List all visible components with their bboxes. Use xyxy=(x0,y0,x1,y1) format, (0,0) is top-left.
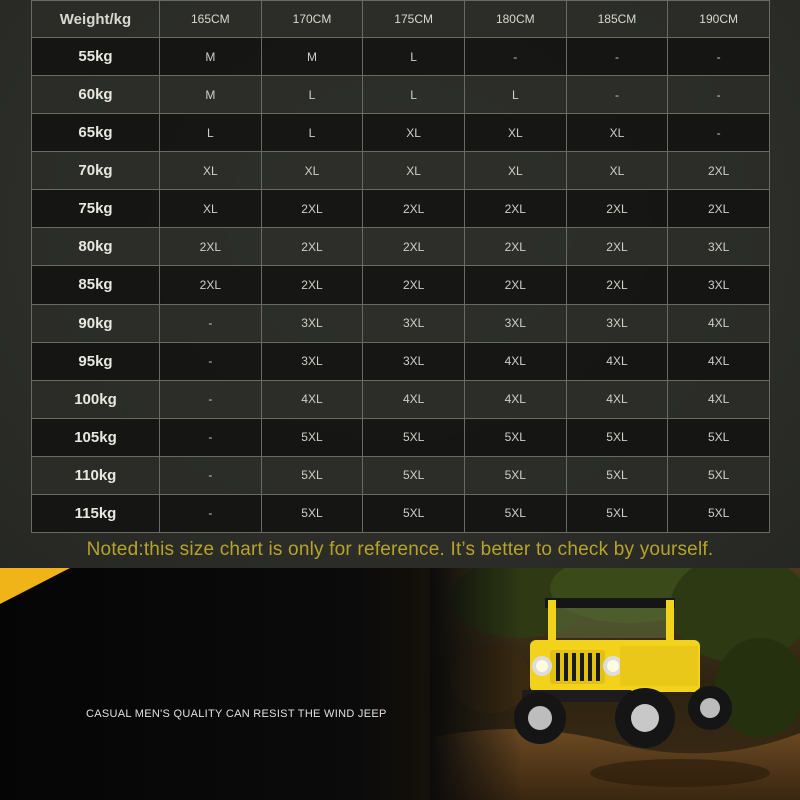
size-cell: 4XL xyxy=(668,380,770,418)
size-cell: 2XL xyxy=(261,190,363,228)
size-chart-table xyxy=(31,0,770,533)
size-cell: - xyxy=(464,38,566,76)
weight-cell: 95kg xyxy=(32,342,160,380)
size-cell: 5XL xyxy=(566,456,668,494)
size-cell: XL xyxy=(160,190,262,228)
size-cell: - xyxy=(160,380,262,418)
size-cell: 5XL xyxy=(363,494,465,532)
height-column-header: 170CM xyxy=(261,1,363,38)
size-cell: 5XL xyxy=(668,456,770,494)
table-row xyxy=(32,456,770,494)
table-row xyxy=(32,228,770,266)
size-cell: 3XL xyxy=(363,342,465,380)
size-cell: 5XL xyxy=(566,494,668,532)
size-cell: - xyxy=(160,456,262,494)
table-row xyxy=(32,418,770,456)
height-column-header: 185CM xyxy=(566,1,668,38)
size-cell: 2XL xyxy=(160,228,262,266)
size-cell: 3XL xyxy=(566,304,668,342)
weight-cell: 60kg xyxy=(32,76,160,114)
size-cell: 5XL xyxy=(668,418,770,456)
table-row xyxy=(32,266,770,304)
size-cell: - xyxy=(160,494,262,532)
size-cell: M xyxy=(160,76,262,114)
weight-column-header: Weight/kg xyxy=(32,1,160,38)
size-cell: 4XL xyxy=(464,380,566,418)
size-cell: L xyxy=(261,76,363,114)
size-cell: 3XL xyxy=(363,304,465,342)
size-cell: L xyxy=(363,76,465,114)
size-cell: 2XL xyxy=(363,190,465,228)
size-cell: XL xyxy=(566,114,668,152)
table-row xyxy=(32,380,770,418)
size-cell: 5XL xyxy=(261,418,363,456)
size-cell: XL xyxy=(363,114,465,152)
jeep-banner xyxy=(0,568,800,800)
banner-tagline: CASUAL MEN'S QUALITY CAN RESIST THE WIND JEEP xyxy=(86,708,387,720)
size-cell: XL xyxy=(464,152,566,190)
size-cell: XL xyxy=(363,152,465,190)
size-cell: - xyxy=(668,76,770,114)
size-cell: 4XL xyxy=(363,380,465,418)
table-row xyxy=(32,114,770,152)
size-cell: 2XL xyxy=(566,228,668,266)
table-header-row xyxy=(32,1,770,38)
size-cell: 2XL xyxy=(464,228,566,266)
size-cell: 2XL xyxy=(566,190,668,228)
size-cell: 3XL xyxy=(261,304,363,342)
table-row xyxy=(32,494,770,532)
size-cell: L xyxy=(363,38,465,76)
weight-cell: 105kg xyxy=(32,418,160,456)
size-cell: - xyxy=(668,114,770,152)
size-cell: 2XL xyxy=(261,228,363,266)
size-cell: L xyxy=(261,114,363,152)
size-cell: 2XL xyxy=(566,266,668,304)
size-cell: 2XL xyxy=(464,266,566,304)
weight-cell: 80kg xyxy=(32,228,160,266)
size-cell: XL xyxy=(566,152,668,190)
size-cell: 3XL xyxy=(261,342,363,380)
height-column-header: 175CM xyxy=(363,1,465,38)
size-cell: L xyxy=(160,114,262,152)
size-cell: 3XL xyxy=(464,304,566,342)
size-cell: - xyxy=(668,38,770,76)
size-cell: 2XL xyxy=(668,152,770,190)
size-cell: 5XL xyxy=(464,418,566,456)
size-cell: M xyxy=(261,38,363,76)
size-cell: - xyxy=(160,342,262,380)
table-row xyxy=(32,190,770,228)
size-cell: L xyxy=(464,76,566,114)
size-cell: 4XL xyxy=(668,342,770,380)
size-cell: 5XL xyxy=(363,418,465,456)
size-cell: 4XL xyxy=(566,380,668,418)
size-cell: - xyxy=(566,76,668,114)
size-cell: 2XL xyxy=(668,190,770,228)
weight-cell: 90kg xyxy=(32,304,160,342)
table-row xyxy=(32,38,770,76)
size-cell: - xyxy=(160,304,262,342)
size-cell: M xyxy=(160,38,262,76)
size-cell: 4XL xyxy=(566,342,668,380)
size-cell: - xyxy=(160,418,262,456)
table-row xyxy=(32,304,770,342)
size-cell: 2XL xyxy=(363,266,465,304)
weight-cell: 70kg xyxy=(32,152,160,190)
size-cell: 2XL xyxy=(261,266,363,304)
size-cell: 5XL xyxy=(566,418,668,456)
size-cell: 4XL xyxy=(668,304,770,342)
size-cell: 5XL xyxy=(464,456,566,494)
size-cell: 5XL xyxy=(464,494,566,532)
size-cell: 5XL xyxy=(261,456,363,494)
weight-cell: 100kg xyxy=(32,380,160,418)
weight-cell: 65kg xyxy=(32,114,160,152)
height-column-header: 180CM xyxy=(464,1,566,38)
weight-cell: 55kg xyxy=(32,38,160,76)
yellow-corner-accent xyxy=(0,568,70,604)
height-column-header: 165CM xyxy=(160,1,262,38)
size-cell: 2XL xyxy=(464,190,566,228)
size-cell: - xyxy=(566,38,668,76)
size-cell: 4XL xyxy=(261,380,363,418)
weight-cell: 115kg xyxy=(32,494,160,532)
table-row xyxy=(32,76,770,114)
size-cell: 3XL xyxy=(668,266,770,304)
table-row xyxy=(32,342,770,380)
size-cell: XL xyxy=(464,114,566,152)
size-cell: 5XL xyxy=(668,494,770,532)
size-cell: 2XL xyxy=(363,228,465,266)
height-column-header: 190CM xyxy=(668,1,770,38)
table-row xyxy=(32,152,770,190)
size-cell: 4XL xyxy=(464,342,566,380)
size-cell: XL xyxy=(261,152,363,190)
reference-note: Noted:this size chart is only for reference. It’s better to check by yourself. xyxy=(86,539,714,560)
size-cell: 5XL xyxy=(261,494,363,532)
size-cell: 2XL xyxy=(160,266,262,304)
weight-cell: 110kg xyxy=(32,456,160,494)
size-cell: 3XL xyxy=(668,228,770,266)
yellow-jeep-photo xyxy=(430,568,800,800)
size-cell: 5XL xyxy=(363,456,465,494)
size-cell: XL xyxy=(160,152,262,190)
weight-cell: 85kg xyxy=(32,266,160,304)
weight-cell: 75kg xyxy=(32,190,160,228)
